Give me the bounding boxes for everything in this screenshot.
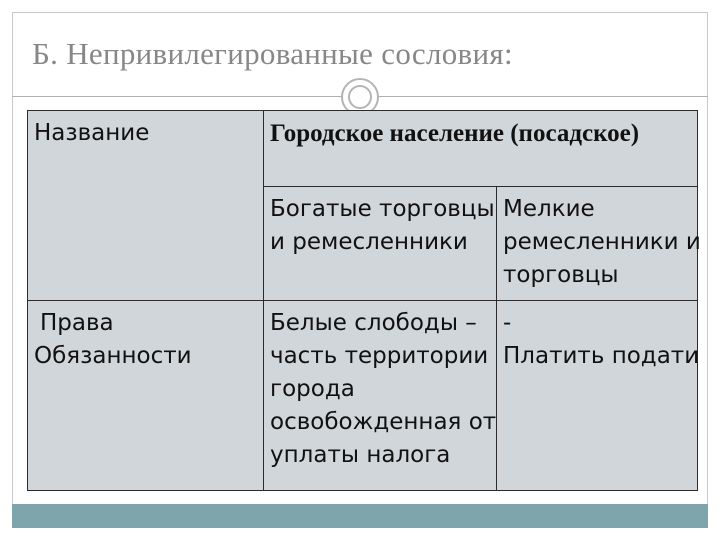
cell-small-artisans [497,187,701,301]
cell-text-line: Богатые торговцы [270,196,495,222]
header-cell [264,111,698,187]
slide-title: Б. Непривилегированные сословия: [32,36,513,71]
header-urban-population: Городское население (посадское) [270,120,640,147]
bottom-accent-bar [12,504,708,528]
label-rights: Права [40,310,114,336]
cell-pay-taxes [497,301,698,491]
cell-text-line: уплаты налога [270,442,451,468]
cell-text-line: торговцы [503,262,619,288]
cell-text-line: Мелкие [503,196,595,222]
cell-text-line: ремесленники и [503,229,701,255]
estates-table [27,110,701,491]
cell-text-line: - [503,310,512,336]
cell-text-line: освобожденная от [270,409,497,435]
cell-text-line: часть территории [270,343,489,369]
cell-text-line: Платить подати [503,343,700,369]
cell-text-line: Белые слободы – [270,310,477,336]
label-duties: Обязанности [34,343,192,369]
cell-text-line: города [270,376,355,402]
label-cell-name [28,111,264,301]
cell-white-settlements [264,301,497,491]
label-cell-rights-duties [28,301,264,491]
table-row [28,111,698,187]
circle-ornament-inner [348,85,372,109]
table-row [28,301,698,491]
cell-text-line: и ремесленники [270,229,468,255]
label-name: Название [34,120,150,146]
cell-rich-merchants [264,187,497,301]
